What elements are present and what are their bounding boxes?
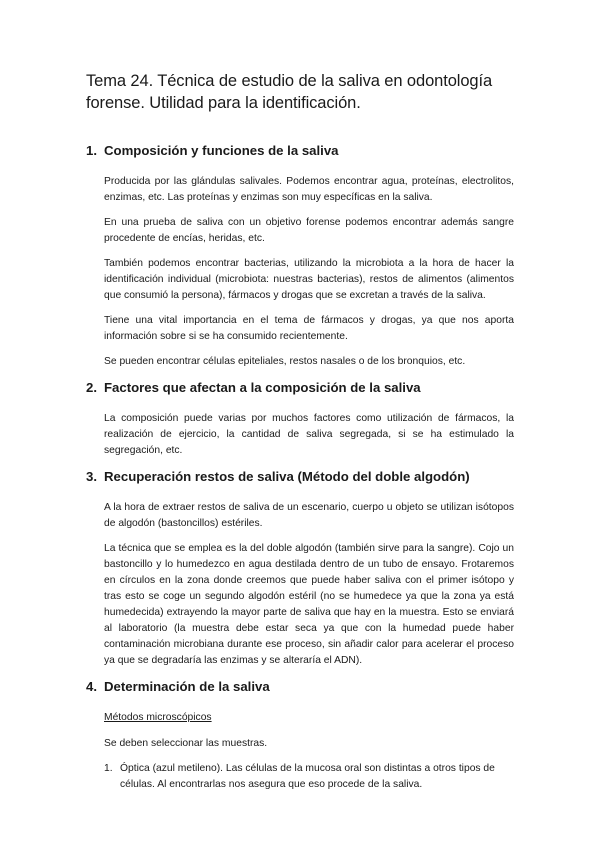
- section-title: Recuperación restos de saliva (Método del doble algodón): [104, 469, 470, 484]
- section-number: 3.: [86, 469, 97, 484]
- section-number: 2.: [86, 380, 97, 395]
- subheading: Métodos microscópicos: [104, 712, 212, 723]
- section-heading-3: [86, 468, 514, 486]
- paragraph: También podemos encontrar bacterias, utilizando la microbiota a la hora de hacer la identificación individual (microbiota: nuestras bacterias), restos de alimentos (alimentos que consumió la persona), fármacos y drogas que se excretan a través de la saliva.: [104, 258, 514, 301]
- paragraph: En una prueba de saliva con un objetivo forense podemos encontrar además sangre procedente de encías, heridas, etc.: [104, 217, 514, 244]
- section-heading-1: [86, 142, 514, 160]
- paragraph: La técnica que se emplea es la del doble algodón (también sirve para la sangre). Cojo un bastoncillo y lo humedezco en agua destilada dentro de un tubo de ensayo. Frotaremos en círculos en la zona donde creemos que puede haber saliva con el primer isótopo y tras esto se coge un segundo algodón estéril (no se humedece ya que la zona ya está humedecida) extrayendo la mayor parte de saliva que hay en la muestra. Esto se enviará al laboratorio (la muestra debe estar seca ya que con la humedad puede haber contaminación microbiana durante ese proceso, sin añadir calor para acelerar el proceso ya que se degradaría las enzimas y se alteraría el ADN).: [104, 543, 514, 666]
- paragraph: La composición puede varias por muchos factores como utilización de fármacos, la realización de ejercicio, la cantidad de saliva segregada, si se ha estimulado la segregación, etc.: [104, 413, 514, 456]
- list-item-text: Óptica (azul metileno). Las células de la mucosa oral son distintas a otros tipos de células. Al encontrarlas nos asegura que eso procede de la saliva.: [120, 763, 495, 790]
- section-title: Composición y funciones de la saliva: [104, 143, 339, 158]
- paragraph: A la hora de extraer restos de saliva de un escenario, cuerpo u objeto se utilizan isótopos de algodón (bastoncillos) estériles.: [104, 502, 514, 529]
- section-number: 1.: [86, 143, 97, 158]
- list-item-number: 1.: [104, 763, 113, 774]
- section-body-3: [86, 500, 514, 669]
- paragraph: Se pueden encontrar células epiteliales, restos nasales o de los bronquios, etc.: [104, 356, 466, 367]
- section-title: Factores que afectan a la composición de la saliva: [104, 380, 421, 395]
- list-item: [104, 761, 514, 793]
- section-title: Determinación de la saliva: [104, 679, 270, 694]
- paragraph: Se deben seleccionar las muestras.: [104, 738, 268, 749]
- section-body-4: [86, 710, 514, 793]
- section-body-1: [86, 174, 514, 370]
- page-title: Tema 24. Técnica de estudio de la saliva en odontología forense. Utilidad para la identificación.: [86, 72, 493, 112]
- paragraph: Tiene una vital importancia en el tema de fármacos y drogas, ya que nos aporta información sobre si se ha consumido recientemente.: [104, 315, 514, 342]
- numbered-list: [104, 761, 514, 793]
- section-heading-4: [86, 678, 514, 696]
- paragraph: Producida por las glándulas salivales. Podemos encontrar agua, proteínas, electrolitos, enzimas, etc. Las proteínas y enzimas son muy específicas en la saliva.: [104, 176, 514, 203]
- section-body-2: [86, 411, 514, 459]
- section-heading-2: [86, 379, 514, 397]
- section-number: 4.: [86, 679, 97, 694]
